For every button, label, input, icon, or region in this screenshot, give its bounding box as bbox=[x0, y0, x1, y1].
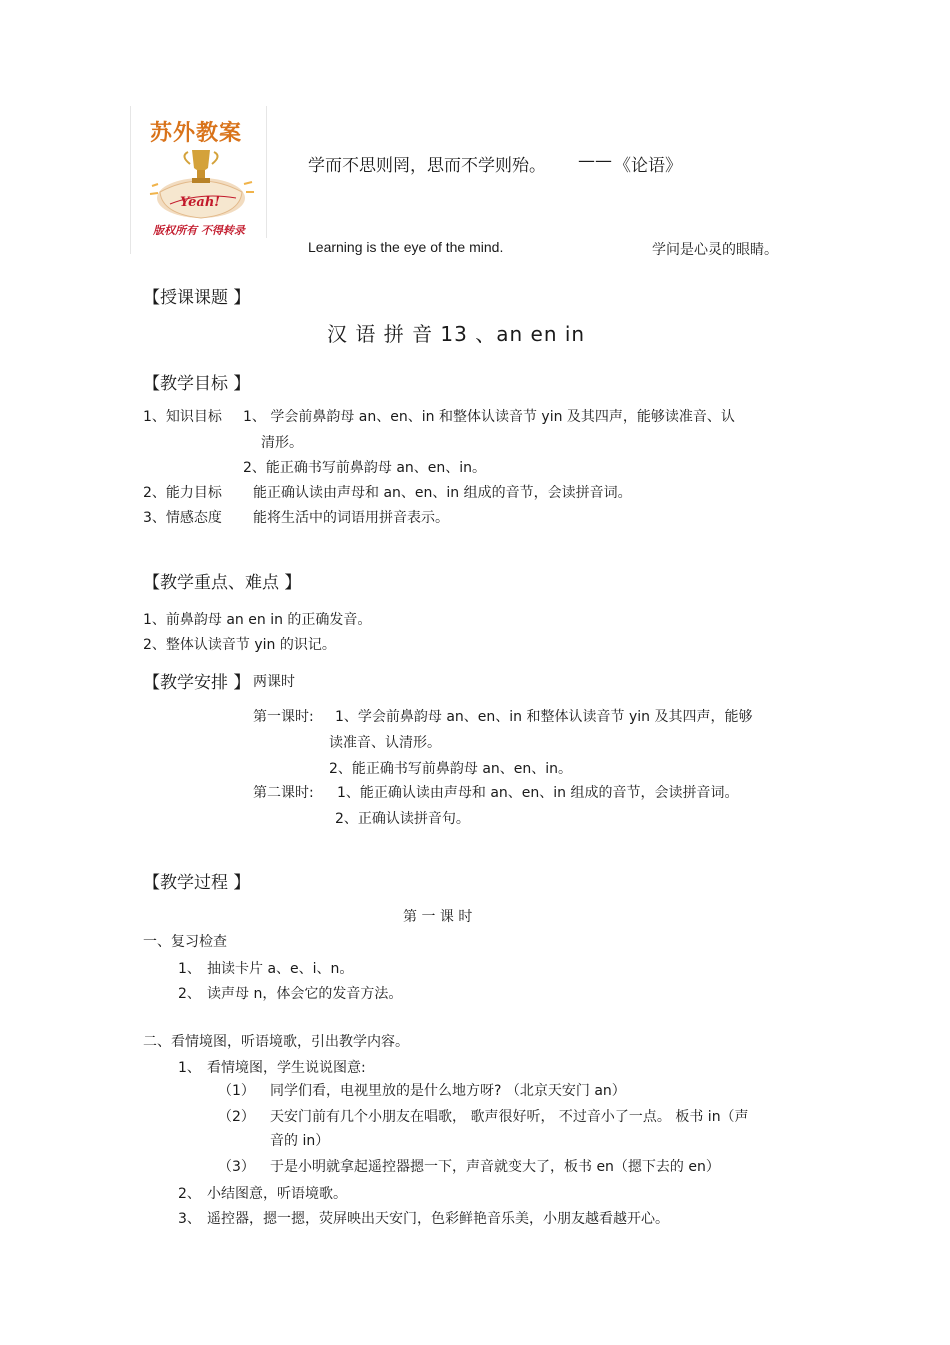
question-3-num: （3） bbox=[218, 1159, 255, 1175]
question-2-num: （2） bbox=[218, 1109, 255, 1125]
section-1-title: 一、复习检查 bbox=[143, 934, 227, 950]
quote-english: Learning is the eye of the mind. bbox=[308, 239, 504, 255]
arrangement-heading: 【教学安排 】 bbox=[143, 673, 251, 693]
keypoints-heading: 【教学重点、难点 】 bbox=[143, 573, 302, 593]
logo-ribbon: Yeah! bbox=[180, 195, 221, 210]
quote-dash: —— bbox=[578, 151, 612, 171]
question-3: 于是小明就拿起遥控器摁一下，声音就变大了，板书 en（摁下去的 en） bbox=[270, 1159, 720, 1175]
lesson2-item-2: 2、正确认读拼音句。 bbox=[335, 811, 470, 827]
objective-knowledge-1-cont: 清形。 bbox=[261, 435, 303, 451]
keypoint-2: 2、整体认读音节 yin 的识记。 bbox=[143, 637, 336, 653]
quote-source: 《论语》 bbox=[614, 156, 682, 176]
objectives-heading: 【教学目标 】 bbox=[143, 374, 251, 394]
lesson1-item-1: 1、学会前鼻韵母 an、en、in 和整体认读音节 yin 及其四声，能够 bbox=[335, 709, 753, 725]
objective-knowledge-label: 1、知识目标 bbox=[143, 409, 222, 425]
objective-knowledge-2: 2、能正确书写前鼻韵母 an、en、in。 bbox=[243, 460, 487, 476]
lesson1-item-1-cont: 读准音、认清形。 bbox=[329, 735, 441, 751]
section-2-title: 二、看情境图，听语境歌，引出教学内容。 bbox=[143, 1034, 409, 1050]
question-2-cont: 音的 in） bbox=[270, 1133, 330, 1149]
arrangement-note: 两课时 bbox=[253, 674, 295, 690]
section-2-item-3: 遥控器，摁一摁，荧屏映出天安门，色彩鲜艳音乐美，小朋友越看越开心。 bbox=[207, 1211, 669, 1227]
lesson2-label: 第二课时: bbox=[253, 785, 314, 801]
section-2-item-1-num: 1、 bbox=[178, 1060, 201, 1076]
quote-translation: 学问是心灵的眼睛。 bbox=[652, 242, 778, 258]
section-1-item-1-num: 1、 bbox=[178, 961, 201, 977]
objective-emotion-text: 能将生活中的词语用拼音表示。 bbox=[253, 510, 449, 526]
question-2: 天安门前有几个小朋友在唱歌， 歌声很好听， 不过音小了一点。 板书 in（声 bbox=[270, 1109, 749, 1125]
trophy-icon bbox=[140, 140, 262, 222]
question-1: 同学们看，电视里放的是什么地方呀? （北京天安门 an） bbox=[270, 1083, 626, 1099]
section-2-item-2: 小结图意，听语境歌。 bbox=[207, 1186, 347, 1202]
section-2-item-3-num: 3、 bbox=[178, 1211, 201, 1227]
quote-chinese: 学而不思则罔，思而不学则殆。 bbox=[308, 156, 546, 176]
section-2-item-1: 看情境图，学生说说图意: bbox=[207, 1060, 366, 1076]
objective-emotion-label: 3、情感态度 bbox=[143, 510, 222, 526]
lesson2-item-1: 1、能正确认读由声母和 an、en、in 组成的音节，会读拼音词。 bbox=[337, 785, 739, 801]
question-1-num: （1） bbox=[218, 1083, 255, 1099]
objective-knowledge-1: 1、 学会前鼻韵母 an、en、in 和整体认读音节 yin 及其四声，能够读准音、认 bbox=[243, 409, 735, 425]
logo bbox=[130, 106, 268, 254]
objective-ability-text: 能正确认读由声母和 an、en、in 组成的音节，会读拼音词。 bbox=[253, 485, 632, 501]
topic-title: 汉 语 拼 音 13 、an en in bbox=[327, 322, 586, 346]
process-heading: 【教学过程 】 bbox=[143, 873, 251, 893]
section-1-item-1: 抽读卡片 a、e、i、n。 bbox=[207, 961, 354, 977]
topic-heading: 【授课课题 】 bbox=[143, 288, 251, 308]
lesson1-label: 第一课时: bbox=[253, 709, 314, 725]
logo-footer: 版权所有 不得转录 bbox=[153, 224, 245, 237]
section-1-item-2: 读声母 n，体会它的发音方法。 bbox=[207, 986, 403, 1002]
section-2-item-2-num: 2、 bbox=[178, 1186, 201, 1202]
logo-border-right bbox=[266, 106, 267, 238]
section-1-item-2-num: 2、 bbox=[178, 986, 201, 1002]
keypoint-1: 1、前鼻韵母 an en in 的正确发音。 bbox=[143, 612, 372, 628]
logo-title: 苏外教案 bbox=[150, 120, 243, 146]
lesson-title: 第 一 课 时 bbox=[403, 909, 473, 925]
objective-ability-label: 2、能力目标 bbox=[143, 485, 222, 501]
lesson1-item-2: 2、能正确书写前鼻韵母 an、en、in。 bbox=[329, 761, 573, 777]
